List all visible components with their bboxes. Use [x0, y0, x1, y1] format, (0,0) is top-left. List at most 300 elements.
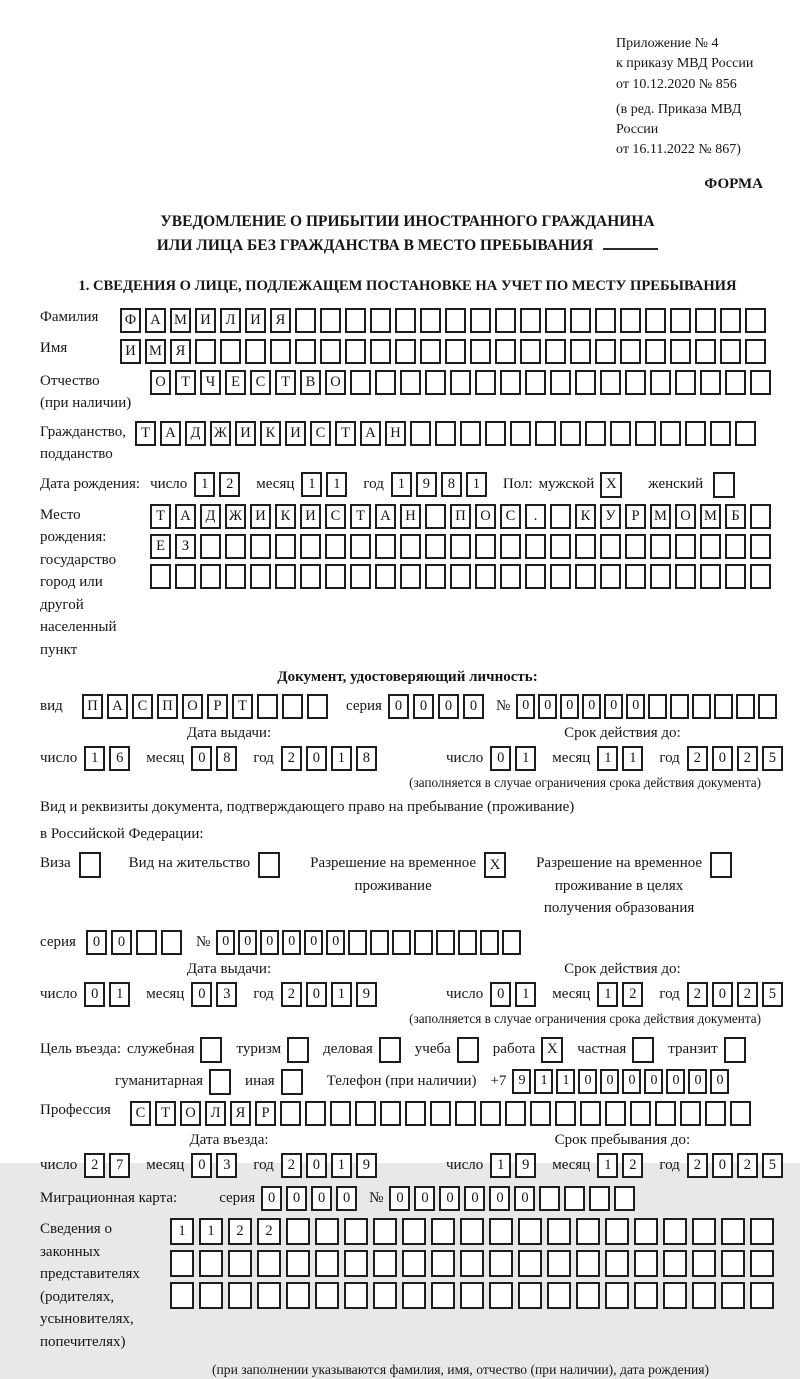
char-cell[interactable]: 0 — [191, 1153, 212, 1178]
char-cell[interactable]: 9 — [512, 1069, 531, 1094]
char-cell[interactable] — [576, 1282, 600, 1309]
char-cell[interactable] — [670, 308, 691, 333]
char-cell[interactable] — [315, 1250, 339, 1277]
char-cell[interactable] — [344, 1250, 368, 1277]
char-cell[interactable] — [520, 308, 541, 333]
char-cell[interactable] — [495, 308, 516, 333]
char-cell[interactable]: 1 — [597, 982, 618, 1007]
char-cell[interactable] — [700, 564, 721, 589]
char-cell[interactable]: 3 — [216, 982, 237, 1007]
char-cell[interactable]: 6 — [109, 746, 130, 771]
char-cell[interactable] — [692, 1218, 716, 1245]
char-cell[interactable] — [286, 1218, 310, 1245]
char-cell[interactable]: 7 — [109, 1153, 130, 1178]
char-cell[interactable]: 1 — [170, 1218, 194, 1245]
char-cell[interactable]: 0 — [578, 1069, 597, 1094]
char-cell[interactable] — [228, 1250, 252, 1277]
char-cell[interactable] — [170, 1250, 194, 1277]
char-cell[interactable] — [380, 1101, 401, 1126]
char-cell[interactable]: 0 — [560, 694, 579, 719]
char-cell[interactable] — [225, 564, 246, 589]
char-cell[interactable]: 0 — [389, 1186, 410, 1211]
char-cell[interactable] — [460, 421, 481, 446]
char-cell[interactable]: 8 — [216, 746, 237, 771]
char-cell[interactable]: 1 — [515, 746, 536, 771]
char-cell[interactable] — [375, 534, 396, 559]
char-cell[interactable] — [489, 1282, 513, 1309]
char-cell[interactable] — [692, 694, 711, 719]
char-cell[interactable]: 8 — [441, 472, 462, 497]
char-cell[interactable]: 9 — [356, 982, 377, 1007]
char-cell[interactable]: 0 — [191, 746, 212, 771]
char-cell[interactable] — [282, 694, 303, 719]
char-cell[interactable]: Т — [232, 694, 253, 719]
char-cell[interactable] — [345, 339, 366, 364]
char-cell[interactable] — [750, 370, 771, 395]
char-cell[interactable]: Т — [350, 504, 371, 529]
char-cell[interactable] — [620, 339, 641, 364]
char-cell[interactable] — [344, 1282, 368, 1309]
char-cell[interactable] — [470, 339, 491, 364]
char-cell[interactable] — [373, 1282, 397, 1309]
char-cell[interactable] — [460, 1218, 484, 1245]
char-cell[interactable]: И — [195, 308, 216, 333]
char-cell[interactable]: А — [175, 504, 196, 529]
char-cell[interactable] — [692, 1250, 716, 1277]
char-cell[interactable]: О — [675, 504, 696, 529]
char-cell[interactable]: 2 — [84, 1153, 105, 1178]
char-cell[interactable] — [295, 308, 316, 333]
char-cell[interactable] — [414, 930, 433, 955]
char-cell[interactable] — [595, 308, 616, 333]
char-cell[interactable] — [370, 339, 391, 364]
char-cell[interactable]: Ж — [210, 421, 231, 446]
char-cell[interactable] — [758, 694, 777, 719]
char-cell[interactable] — [295, 339, 316, 364]
char-cell[interactable]: И — [120, 339, 141, 364]
char-cell[interactable]: О — [150, 370, 171, 395]
char-cell[interactable]: 9 — [416, 472, 437, 497]
char-cell[interactable] — [547, 1282, 571, 1309]
char-cell[interactable] — [505, 1101, 526, 1126]
char-cell[interactable] — [402, 1250, 426, 1277]
char-cell[interactable] — [545, 339, 566, 364]
char-cell[interactable] — [200, 534, 221, 559]
char-cell[interactable]: 0 — [286, 1186, 307, 1211]
char-cell[interactable]: 1 — [534, 1069, 553, 1094]
char-cell[interactable] — [610, 421, 631, 446]
char-cell[interactable] — [320, 308, 341, 333]
char-cell[interactable]: Р — [255, 1101, 276, 1126]
char-cell[interactable] — [750, 504, 771, 529]
char-cell[interactable] — [430, 1101, 451, 1126]
char-cell[interactable]: 0 — [516, 694, 535, 719]
char-cell[interactable] — [257, 1250, 281, 1277]
char-cell[interactable]: 2 — [281, 982, 302, 1007]
char-cell[interactable] — [645, 339, 666, 364]
char-cell[interactable]: 1 — [556, 1069, 575, 1094]
char-cell[interactable]: 0 — [304, 930, 323, 955]
char-cell[interactable] — [500, 370, 521, 395]
purpose-tourism-checkbox[interactable] — [287, 1037, 309, 1063]
char-cell[interactable] — [436, 930, 455, 955]
char-cell[interactable] — [605, 1250, 629, 1277]
char-cell[interactable]: С — [130, 1101, 151, 1126]
char-cell[interactable]: Р — [625, 504, 646, 529]
char-cell[interactable] — [725, 564, 746, 589]
char-cell[interactable] — [199, 1282, 223, 1309]
char-cell[interactable] — [614, 1186, 635, 1211]
char-cell[interactable]: 0 — [490, 982, 511, 1007]
char-cell[interactable] — [555, 1101, 576, 1126]
char-cell[interactable] — [161, 930, 182, 955]
char-cell[interactable] — [320, 339, 341, 364]
char-cell[interactable] — [325, 564, 346, 589]
char-cell[interactable]: 0 — [336, 1186, 357, 1211]
char-cell[interactable]: Т — [135, 421, 156, 446]
char-cell[interactable]: 0 — [282, 930, 301, 955]
char-cell[interactable] — [480, 1101, 501, 1126]
char-cell[interactable]: 1 — [597, 1153, 618, 1178]
char-cell[interactable]: Б — [725, 504, 746, 529]
char-cell[interactable] — [564, 1186, 585, 1211]
char-cell[interactable] — [502, 930, 521, 955]
char-cell[interactable]: 3 — [216, 1153, 237, 1178]
char-cell[interactable] — [655, 1101, 676, 1126]
char-cell[interactable] — [634, 1250, 658, 1277]
temp-residence-education-checkbox[interactable] — [710, 852, 732, 878]
char-cell[interactable] — [225, 534, 246, 559]
char-cell[interactable]: 1 — [109, 982, 130, 1007]
char-cell[interactable]: 0 — [490, 746, 511, 771]
char-cell[interactable]: 1 — [622, 746, 643, 771]
char-cell[interactable] — [400, 370, 421, 395]
char-cell[interactable] — [663, 1282, 687, 1309]
char-cell[interactable] — [700, 370, 721, 395]
char-cell[interactable] — [535, 421, 556, 446]
purpose-humanitarian-checkbox[interactable] — [209, 1069, 231, 1095]
char-cell[interactable]: С — [325, 504, 346, 529]
char-cell[interactable] — [500, 534, 521, 559]
char-cell[interactable] — [530, 1101, 551, 1126]
char-cell[interactable] — [645, 308, 666, 333]
char-cell[interactable] — [460, 1250, 484, 1277]
char-cell[interactable] — [350, 564, 371, 589]
char-cell[interactable]: С — [310, 421, 331, 446]
char-cell[interactable]: И — [245, 308, 266, 333]
char-cell[interactable] — [620, 308, 641, 333]
char-cell[interactable] — [450, 564, 471, 589]
char-cell[interactable] — [370, 308, 391, 333]
char-cell[interactable] — [402, 1282, 426, 1309]
char-cell[interactable]: 0 — [604, 694, 623, 719]
char-cell[interactable] — [589, 1186, 610, 1211]
char-cell[interactable]: 0 — [712, 746, 733, 771]
char-cell[interactable]: И — [285, 421, 306, 446]
char-cell[interactable] — [721, 1218, 745, 1245]
char-cell[interactable]: 1 — [199, 1218, 223, 1245]
char-cell[interactable] — [595, 339, 616, 364]
char-cell[interactable] — [307, 694, 328, 719]
char-cell[interactable]: 1 — [466, 472, 487, 497]
sex-male-checkbox[interactable]: X — [600, 472, 622, 498]
char-cell[interactable]: 0 — [306, 982, 327, 1007]
char-cell[interactable] — [605, 1218, 629, 1245]
sex-female-checkbox[interactable] — [713, 472, 735, 498]
char-cell[interactable]: М — [650, 504, 671, 529]
char-cell[interactable] — [735, 421, 756, 446]
char-cell[interactable] — [300, 564, 321, 589]
char-cell[interactable] — [750, 564, 771, 589]
char-cell[interactable]: 1 — [331, 746, 352, 771]
char-cell[interactable] — [275, 534, 296, 559]
char-cell[interactable]: П — [450, 504, 471, 529]
char-cell[interactable] — [675, 370, 696, 395]
char-cell[interactable] — [630, 1101, 651, 1126]
char-cell[interactable] — [480, 930, 499, 955]
char-cell[interactable]: Т — [175, 370, 196, 395]
char-cell[interactable] — [695, 339, 716, 364]
char-cell[interactable]: 2 — [281, 746, 302, 771]
char-cell[interactable]: Н — [400, 504, 421, 529]
char-cell[interactable] — [634, 1218, 658, 1245]
char-cell[interactable] — [431, 1250, 455, 1277]
char-cell[interactable] — [175, 564, 196, 589]
char-cell[interactable]: А — [107, 694, 128, 719]
char-cell[interactable]: О — [475, 504, 496, 529]
char-cell[interactable]: 2 — [737, 746, 758, 771]
char-cell[interactable] — [410, 421, 431, 446]
char-cell[interactable]: 1 — [326, 472, 347, 497]
char-cell[interactable] — [489, 1218, 513, 1245]
char-cell[interactable]: 0 — [84, 982, 105, 1007]
char-cell[interactable] — [445, 339, 466, 364]
char-cell[interactable] — [475, 534, 496, 559]
char-cell[interactable] — [721, 1282, 745, 1309]
char-cell[interactable]: Е — [150, 534, 171, 559]
char-cell[interactable]: К — [575, 504, 596, 529]
char-cell[interactable]: 1 — [515, 982, 536, 1007]
char-cell[interactable]: 0 — [191, 982, 212, 1007]
char-cell[interactable]: Д — [200, 504, 221, 529]
char-cell[interactable]: Т — [155, 1101, 176, 1126]
char-cell[interactable]: 1 — [331, 1153, 352, 1178]
char-cell[interactable] — [257, 1282, 281, 1309]
purpose-business-checkbox[interactable] — [379, 1037, 401, 1063]
char-cell[interactable]: . — [525, 504, 546, 529]
char-cell[interactable]: 0 — [86, 930, 107, 955]
char-cell[interactable] — [663, 1250, 687, 1277]
char-cell[interactable]: 0 — [238, 930, 257, 955]
char-cell[interactable] — [721, 1250, 745, 1277]
char-cell[interactable] — [575, 534, 596, 559]
char-cell[interactable] — [525, 534, 546, 559]
char-cell[interactable]: Ч — [200, 370, 221, 395]
char-cell[interactable] — [710, 421, 731, 446]
char-cell[interactable]: 0 — [260, 930, 279, 955]
char-cell[interactable] — [625, 564, 646, 589]
char-cell[interactable]: 0 — [514, 1186, 535, 1211]
char-cell[interactable]: 0 — [710, 1069, 729, 1094]
char-cell[interactable] — [250, 534, 271, 559]
char-cell[interactable] — [720, 308, 741, 333]
char-cell[interactable] — [228, 1282, 252, 1309]
char-cell[interactable] — [395, 308, 416, 333]
char-cell[interactable]: 0 — [463, 694, 484, 719]
char-cell[interactable]: 0 — [111, 930, 132, 955]
char-cell[interactable]: 0 — [688, 1069, 707, 1094]
char-cell[interactable]: 2 — [622, 1153, 643, 1178]
char-cell[interactable] — [550, 564, 571, 589]
char-cell[interactable]: 2 — [219, 472, 240, 497]
char-cell[interactable] — [714, 694, 733, 719]
char-cell[interactable] — [136, 930, 157, 955]
char-cell[interactable]: 0 — [712, 982, 733, 1007]
purpose-official-checkbox[interactable] — [200, 1037, 222, 1063]
char-cell[interactable] — [455, 1101, 476, 1126]
char-cell[interactable]: 0 — [464, 1186, 485, 1211]
char-cell[interactable]: 0 — [538, 694, 557, 719]
char-cell[interactable]: 0 — [626, 694, 645, 719]
char-cell[interactable] — [725, 370, 746, 395]
char-cell[interactable]: 2 — [622, 982, 643, 1007]
char-cell[interactable] — [200, 564, 221, 589]
char-cell[interactable] — [575, 564, 596, 589]
char-cell[interactable] — [525, 370, 546, 395]
char-cell[interactable]: И — [300, 504, 321, 529]
char-cell[interactable] — [373, 1218, 397, 1245]
char-cell[interactable]: 0 — [489, 1186, 510, 1211]
char-cell[interactable] — [547, 1250, 571, 1277]
char-cell[interactable] — [460, 1282, 484, 1309]
char-cell[interactable]: 0 — [413, 694, 434, 719]
char-cell[interactable]: С — [250, 370, 271, 395]
char-cell[interactable]: 1 — [391, 472, 412, 497]
purpose-other-checkbox[interactable] — [281, 1069, 303, 1095]
char-cell[interactable] — [305, 1101, 326, 1126]
char-cell[interactable] — [315, 1282, 339, 1309]
char-cell[interactable] — [692, 1282, 716, 1309]
char-cell[interactable] — [425, 370, 446, 395]
char-cell[interactable] — [445, 308, 466, 333]
char-cell[interactable] — [570, 308, 591, 333]
char-cell[interactable] — [745, 308, 766, 333]
char-cell[interactable] — [315, 1218, 339, 1245]
char-cell[interactable] — [600, 534, 621, 559]
char-cell[interactable] — [625, 534, 646, 559]
char-cell[interactable] — [375, 370, 396, 395]
char-cell[interactable]: 0 — [666, 1069, 685, 1094]
char-cell[interactable]: З — [175, 534, 196, 559]
char-cell[interactable]: К — [275, 504, 296, 529]
char-cell[interactable] — [510, 421, 531, 446]
purpose-transit-checkbox[interactable] — [724, 1037, 746, 1063]
char-cell[interactable] — [280, 1101, 301, 1126]
char-cell[interactable] — [625, 370, 646, 395]
char-cell[interactable]: 0 — [306, 1153, 327, 1178]
char-cell[interactable] — [736, 694, 755, 719]
char-cell[interactable]: Т — [150, 504, 171, 529]
char-cell[interactable] — [420, 339, 441, 364]
char-cell[interactable]: Т — [335, 421, 356, 446]
char-cell[interactable]: И — [250, 504, 271, 529]
char-cell[interactable] — [500, 564, 521, 589]
char-cell[interactable] — [518, 1282, 542, 1309]
purpose-private-checkbox[interactable] — [632, 1037, 654, 1063]
char-cell[interactable] — [470, 308, 491, 333]
char-cell[interactable] — [402, 1218, 426, 1245]
char-cell[interactable]: 0 — [582, 694, 601, 719]
char-cell[interactable] — [458, 930, 477, 955]
char-cell[interactable] — [520, 339, 541, 364]
char-cell[interactable] — [518, 1218, 542, 1245]
char-cell[interactable]: 9 — [356, 1153, 377, 1178]
char-cell[interactable] — [348, 930, 367, 955]
char-cell[interactable]: У — [600, 504, 621, 529]
char-cell[interactable]: А — [375, 504, 396, 529]
char-cell[interactable] — [547, 1218, 571, 1245]
purpose-work-checkbox[interactable]: X — [541, 1037, 563, 1063]
char-cell[interactable] — [750, 1282, 774, 1309]
char-cell[interactable]: П — [82, 694, 103, 719]
char-cell[interactable] — [475, 564, 496, 589]
char-cell[interactable]: О — [180, 1101, 201, 1126]
char-cell[interactable] — [375, 564, 396, 589]
visa-checkbox[interactable] — [79, 852, 101, 878]
char-cell[interactable] — [485, 421, 506, 446]
char-cell[interactable]: 0 — [216, 930, 235, 955]
char-cell[interactable]: 2 — [281, 1153, 302, 1178]
char-cell[interactable] — [745, 339, 766, 364]
char-cell[interactable] — [750, 534, 771, 559]
char-cell[interactable]: М — [700, 504, 721, 529]
char-cell[interactable]: 2 — [687, 746, 708, 771]
temp-residence-checkbox[interactable]: X — [484, 852, 506, 878]
char-cell[interactable]: С — [132, 694, 153, 719]
char-cell[interactable]: 1 — [84, 746, 105, 771]
char-cell[interactable]: А — [160, 421, 181, 446]
char-cell[interactable] — [150, 564, 171, 589]
char-cell[interactable] — [685, 421, 706, 446]
char-cell[interactable] — [525, 564, 546, 589]
char-cell[interactable] — [425, 504, 446, 529]
char-cell[interactable] — [275, 564, 296, 589]
char-cell[interactable] — [286, 1282, 310, 1309]
char-cell[interactable] — [695, 308, 716, 333]
char-cell[interactable] — [355, 1101, 376, 1126]
char-cell[interactable] — [650, 370, 671, 395]
char-cell[interactable] — [245, 339, 266, 364]
char-cell[interactable]: 2 — [228, 1218, 252, 1245]
purpose-study-checkbox[interactable] — [457, 1037, 479, 1063]
char-cell[interactable]: 0 — [311, 1186, 332, 1211]
char-cell[interactable] — [660, 421, 681, 446]
char-cell[interactable]: Е — [225, 370, 246, 395]
char-cell[interactable] — [663, 1218, 687, 1245]
char-cell[interactable] — [545, 308, 566, 333]
char-cell[interactable] — [170, 1282, 194, 1309]
char-cell[interactable] — [325, 534, 346, 559]
char-cell[interactable]: Т — [275, 370, 296, 395]
char-cell[interactable] — [680, 1101, 701, 1126]
char-cell[interactable] — [576, 1250, 600, 1277]
char-cell[interactable]: 1 — [194, 472, 215, 497]
char-cell[interactable] — [475, 370, 496, 395]
char-cell[interactable] — [431, 1218, 455, 1245]
char-cell[interactable] — [431, 1282, 455, 1309]
char-cell[interactable]: Ж — [225, 504, 246, 529]
char-cell[interactable] — [370, 930, 389, 955]
